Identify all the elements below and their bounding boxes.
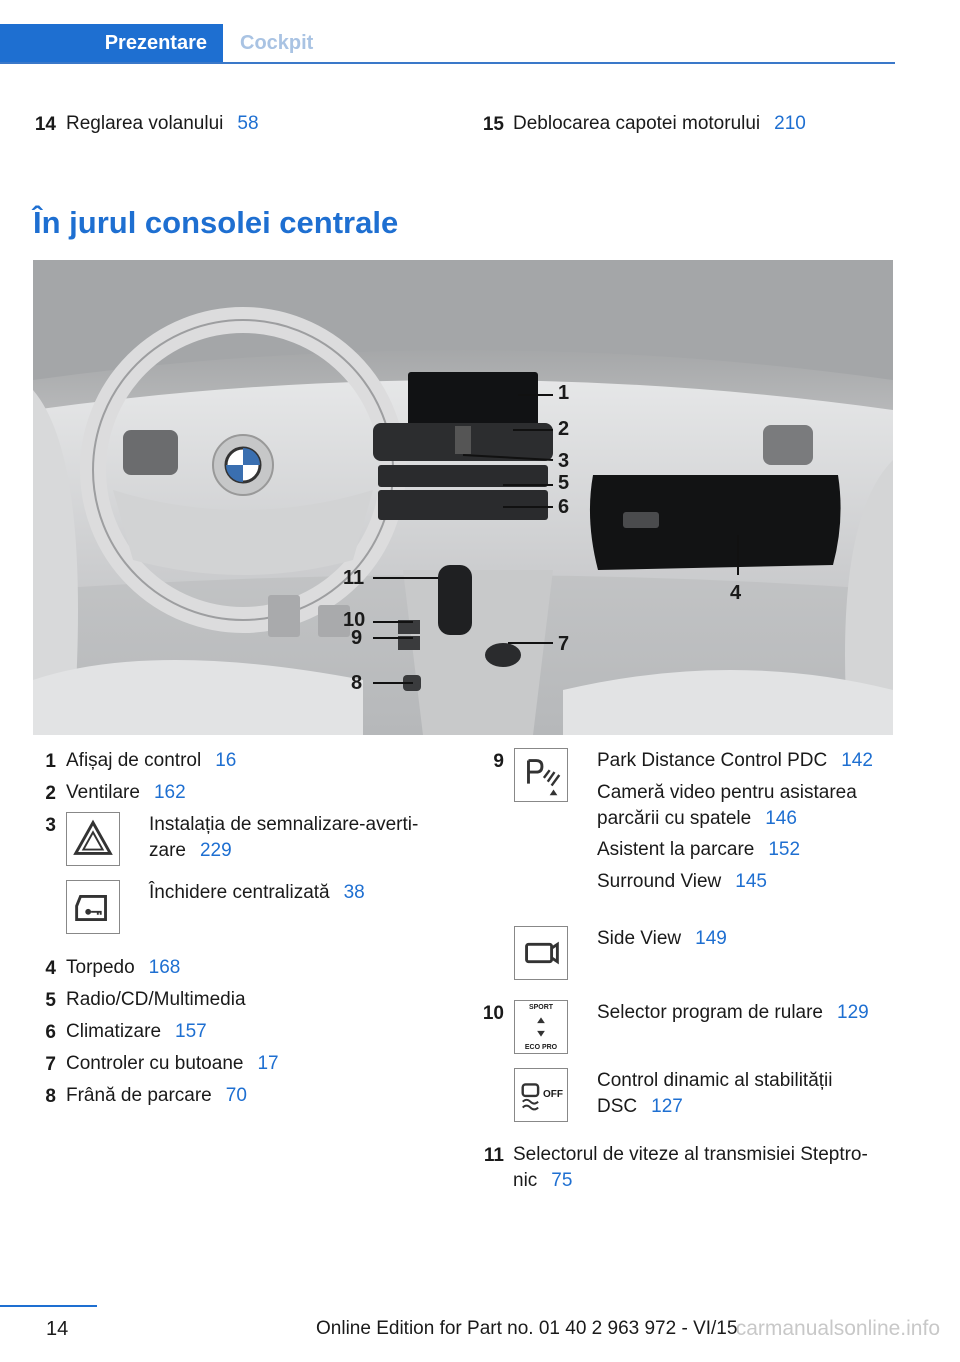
callout-label: 5 <box>558 472 570 494</box>
list-item <box>597 748 873 774</box>
list-item <box>66 748 236 774</box>
item-number: 14 <box>34 114 56 135</box>
item-label: Side View <box>597 928 682 949</box>
list-item <box>66 1083 247 1109</box>
item-label: nic <box>513 1170 538 1191</box>
item-number: 2 <box>45 783 56 804</box>
page-ref-link[interactable]: 38 <box>343 882 365 903</box>
pdc-icon <box>514 748 568 802</box>
item-label: Selectorul de viteze al transmisiei Steptro- <box>513 1144 868 1165</box>
callout-label: 9 <box>351 627 363 649</box>
item-number: 6 <box>45 1022 56 1043</box>
list-item <box>597 1000 869 1026</box>
item-label: Torpedo <box>66 957 135 978</box>
item-label: Park Distance Control PDC <box>597 750 828 771</box>
page-ref-link[interactable]: 157 <box>175 1021 207 1042</box>
list-item <box>66 780 186 806</box>
central-locking-icon <box>66 880 120 934</box>
side-view-camera-icon <box>514 926 568 980</box>
list-item <box>66 955 180 981</box>
list-item <box>597 780 857 832</box>
item-label: Control dinamic al stabilității <box>597 1070 833 1091</box>
item-number: 9 <box>493 751 504 772</box>
item-number: 4 <box>45 958 56 979</box>
page-ref-link[interactable]: 127 <box>651 1096 683 1117</box>
list-item <box>513 111 806 137</box>
callout-label: 11 <box>343 567 365 589</box>
list-item <box>597 926 727 952</box>
item-label: Frână de parcare <box>66 1085 212 1106</box>
dsc-off-icon <box>514 1068 568 1122</box>
dashboard-figure <box>33 260 893 735</box>
edition-info: Online Edition for Part no. 01 40 2 963 972 - VI/15 <box>316 1318 738 1339</box>
callout-label: 2 <box>558 418 570 440</box>
watermark: carmanualsonline.info <box>735 1317 940 1340</box>
page-ref-link[interactable]: 58 <box>237 113 259 134</box>
icon-label: OFF <box>543 1089 563 1100</box>
item-label: Cameră video pentru asistarea <box>597 782 857 803</box>
hazard-warning-icon <box>66 812 120 866</box>
page-ref-link[interactable]: 152 <box>768 839 801 860</box>
page-ref-link[interactable]: 210 <box>774 113 806 134</box>
item-label: Radio/CD/Multimedia <box>66 989 246 1010</box>
list-item <box>597 869 767 895</box>
item-label: Asistent la parcare <box>597 839 755 860</box>
item-label: Climatizare <box>66 1021 162 1042</box>
page-ref-link[interactable]: 70 <box>225 1085 247 1106</box>
item-label: DSC <box>597 1096 638 1117</box>
item-number: 7 <box>45 1054 56 1075</box>
item-number: 8 <box>45 1086 56 1107</box>
page-number: 14 <box>46 1318 69 1340</box>
page-ref-link[interactable]: 162 <box>153 782 186 803</box>
item-number: 11 <box>483 1145 504 1166</box>
item-label: Deblocarea capotei motorului <box>513 113 761 134</box>
item-label: zare <box>149 840 186 861</box>
item-number: 3 <box>45 815 56 836</box>
item-label: Reglarea volanului <box>66 113 224 134</box>
icon-label: ECO PRO <box>524 1044 558 1051</box>
page-ref-link[interactable]: 146 <box>765 808 797 829</box>
callout-label: 3 <box>558 450 570 472</box>
icon-label: SPORT <box>528 1004 554 1011</box>
item-label: Selector program de rulare <box>597 1002 823 1023</box>
list-item <box>149 812 418 864</box>
item-label: Surround View <box>597 871 722 892</box>
page-ref-link[interactable]: 149 <box>695 928 727 949</box>
header-tabs <box>0 24 895 64</box>
page-ref-link[interactable]: 17 <box>257 1053 279 1074</box>
page-ref-link[interactable]: 75 <box>551 1170 573 1191</box>
list-item <box>66 1019 207 1045</box>
item-number: 10 <box>482 1003 504 1024</box>
item-number: 15 <box>482 114 504 135</box>
item-number: 5 <box>45 990 56 1011</box>
list-item <box>597 1068 833 1120</box>
item-label: Ventilare <box>66 782 140 803</box>
item-label: Închidere centralizată <box>149 882 330 903</box>
page-ref-link[interactable]: 145 <box>735 871 767 892</box>
page-ref-link[interactable]: 129 <box>837 1002 869 1023</box>
list-item <box>66 111 259 137</box>
page-ref-link[interactable]: 16 <box>215 750 237 771</box>
tab-prezentare[interactable]: Prezentare <box>0 24 223 62</box>
item-label: Controler cu butoane <box>66 1053 244 1074</box>
page-ref-link[interactable]: 168 <box>148 957 181 978</box>
list-item <box>66 987 246 1013</box>
section-title: În jurul consolei centrale <box>33 205 399 240</box>
driving-mode-icon <box>514 1000 568 1054</box>
callout-label: 8 <box>351 672 363 694</box>
callout-label: 4 <box>730 582 742 604</box>
list-item <box>66 1051 279 1077</box>
callout-label: 1 <box>558 382 570 404</box>
callout-label: 7 <box>558 633 570 655</box>
item-number: 1 <box>45 751 56 772</box>
item-label: parcării cu spatele <box>597 808 752 829</box>
page-ref-link[interactable]: 142 <box>841 750 873 771</box>
callout-label: 10 <box>343 609 366 631</box>
list-item <box>149 880 365 906</box>
item-label: Instalația de semnalizare-averti- <box>149 814 419 835</box>
footer-divider <box>0 1305 97 1307</box>
list-item <box>513 1142 868 1194</box>
callout-label: 6 <box>558 496 570 518</box>
page-ref-link[interactable]: 229 <box>199 840 232 861</box>
list-item <box>597 837 800 863</box>
tab-cockpit[interactable]: Cockpit <box>240 32 314 54</box>
item-label: Afișaj de control <box>66 750 202 771</box>
